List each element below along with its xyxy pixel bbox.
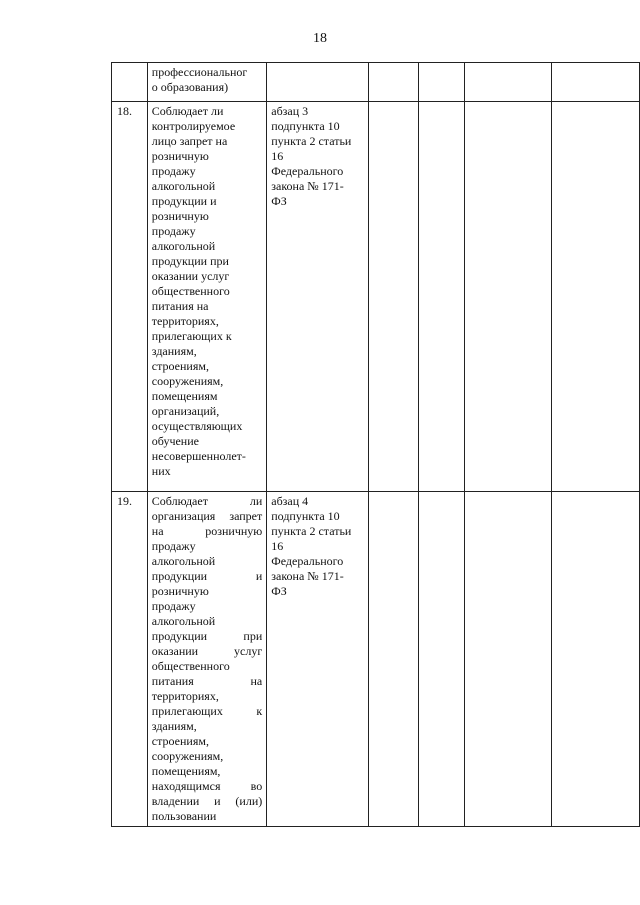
question-line: продажу	[151, 539, 196, 553]
question-line: розничную	[151, 149, 209, 163]
empty-cell	[465, 492, 551, 827]
question-line: продажу	[151, 224, 196, 238]
table-row	[112, 102, 640, 492]
question-line: алкогольной	[151, 179, 216, 193]
empty-cell	[368, 63, 418, 102]
reference-line: 16	[271, 539, 284, 553]
question-cell	[147, 63, 266, 102]
question-line: оказании услуг	[151, 644, 263, 658]
reference-line: абзац 4	[271, 494, 309, 508]
reference-line: Федерального	[271, 164, 344, 178]
checklist-table	[111, 62, 640, 827]
reference-line: закона № 171-	[271, 179, 344, 193]
reference-line: абзац 3	[271, 104, 309, 118]
question-line: алкогольной	[151, 554, 216, 568]
reference-line: подпункта 10	[271, 119, 340, 133]
reference-line: пункта 2 статьи	[271, 134, 352, 148]
empty-cell	[419, 63, 465, 102]
empty-cell	[465, 63, 551, 102]
row-number-cell: 18.	[112, 102, 148, 492]
question-line: них	[151, 464, 171, 478]
table-row	[112, 63, 640, 102]
question-cell	[147, 492, 266, 827]
question-line: розничную	[151, 209, 209, 223]
question-line: алкогольной	[151, 239, 216, 253]
empty-cell	[551, 492, 639, 827]
empty-cell	[419, 102, 465, 492]
question-line: Соблюдает ли	[151, 104, 224, 118]
question-line: пользовании	[151, 809, 217, 823]
question-line: профессиональног	[151, 65, 248, 79]
empty-cell	[465, 102, 551, 492]
question-line: прилегающих к	[151, 704, 263, 718]
page-number: 18	[313, 31, 327, 46]
reference-cell	[267, 63, 369, 102]
question-line: продажу	[151, 164, 196, 178]
question-line: Соблюдает ли	[151, 494, 263, 508]
question-line: территориях,	[151, 314, 219, 328]
question-line: зданиям,	[151, 344, 197, 358]
reference-line: закона № 171-	[271, 569, 344, 583]
question-line: помещениям,	[151, 764, 221, 778]
question-line: обучение	[151, 434, 199, 448]
question-line: зданиям,	[151, 719, 197, 733]
question-line: общественного	[151, 659, 230, 673]
question-line: помещениям	[151, 389, 218, 403]
empty-cell	[551, 63, 639, 102]
question-line: владении и (или)	[151, 794, 263, 808]
empty-cell	[419, 492, 465, 827]
empty-cell	[368, 102, 418, 492]
question-line: продажу	[151, 599, 196, 613]
question-line: продукции и	[151, 569, 263, 583]
question-line: оказании услуг	[151, 269, 230, 283]
question-line: о образования)	[151, 80, 229, 94]
question-line: осуществляющих	[151, 419, 243, 433]
question-line: сооружениям,	[151, 749, 224, 763]
empty-cell	[551, 102, 639, 492]
question-line: общественного	[151, 284, 230, 298]
question-line: организаций,	[151, 404, 220, 418]
question-line: продукции при	[151, 629, 263, 643]
question-line: строениям,	[151, 734, 209, 748]
reference-cell	[267, 102, 369, 492]
empty-cell	[368, 492, 418, 827]
reference-cell	[267, 492, 369, 827]
question-line: организация запрет	[151, 509, 263, 523]
question-line: продукции при	[151, 254, 229, 268]
question-line: питания на	[151, 674, 263, 688]
question-line: территориях,	[151, 689, 219, 703]
question-line: алкогольной	[151, 614, 216, 628]
table-row	[112, 492, 640, 827]
question-line: розничную	[151, 584, 209, 598]
question-line: продукции и	[151, 194, 217, 208]
row-number-cell	[112, 63, 148, 102]
question-cell	[147, 102, 266, 492]
reference-line: пункта 2 статьи	[271, 524, 352, 538]
reference-line: подпункта 10	[271, 509, 340, 523]
reference-line: ФЗ	[271, 584, 287, 598]
question-line: находящимся во	[151, 779, 263, 793]
reference-line: Федерального	[271, 554, 344, 568]
question-line: лицо запрет на	[151, 134, 228, 148]
question-line: несовершеннолет-	[151, 449, 246, 463]
question-line: прилегающих к	[151, 329, 232, 343]
question-line: на розничную	[151, 524, 263, 538]
row-number-cell: 19.	[112, 492, 148, 827]
reference-line: 16	[271, 149, 284, 163]
question-line: питания на	[151, 299, 209, 313]
question-line: строениям,	[151, 359, 209, 373]
reference-line: ФЗ	[271, 194, 287, 208]
question-line: контролируемое	[151, 119, 236, 133]
question-line: сооружениям,	[151, 374, 224, 388]
